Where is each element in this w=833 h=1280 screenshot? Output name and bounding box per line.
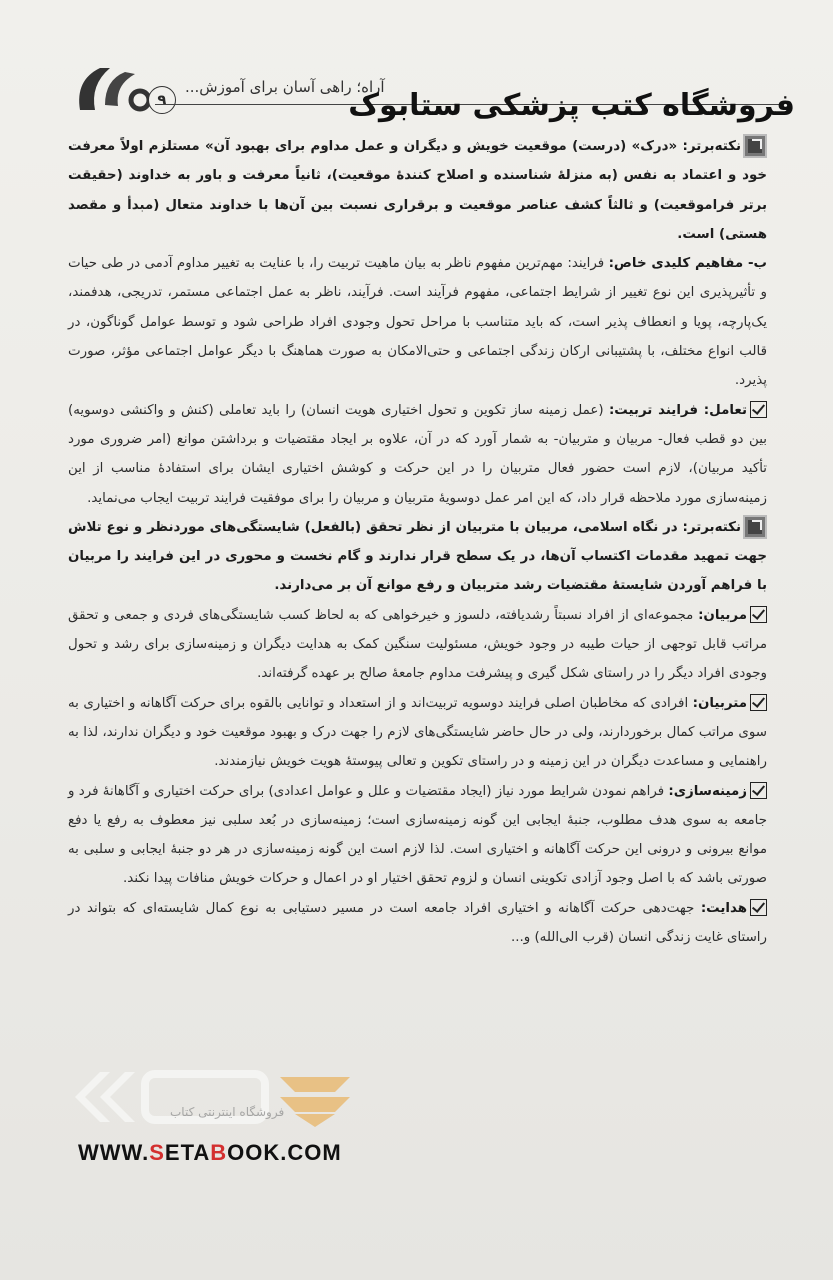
paragraph-keyword: مربیان:	[698, 607, 747, 623]
check-paragraph	[68, 396, 767, 513]
tip-paragraph	[68, 132, 767, 249]
body-text	[68, 132, 767, 952]
check-paragraph	[68, 689, 767, 777]
watermark-subtitle: فروشگاه اینترنتی کتاب	[170, 1105, 285, 1119]
paragraph-text: فرایند: مهم‌ترین مفهوم ناظر به بیان ماهیت تربیت را، با عنایت به تغییر مداوم آدمی در طی حیات و تأثیرپذیری این نوع تغییر از شرایط اجتماعی، مفهوم فرآیند است. فرآیند، ناظر به عمل اجتماعی مستمر، تدریجی، هدفمند، یک‌پارچه، پویا و انعطاف پذیر است، که باید متناسب با مراحل تحول وجودی افراد طراحی شود و توسط عوامل گوناگون، در قالب انواع مختلف، با پشتیبانی ارکان زندگی اجتماعی و حتی‌الامکان به صورت هماهنگ با دیگر عوامل اجتماعی مؤثر، صورت پذیرد.	[68, 256, 767, 389]
paragraph-keyword: هدایت:	[700, 900, 747, 916]
paragraph-text: جهت‌دهی حرکت آگاهانه و اختیاری افراد جامعه است در مسیر دستیابی به نوع کمال شایسته‌ای که بتواند در راستای غایت زندگی انسان (قرب الی‌الله) و...	[68, 900, 767, 946]
url-segment: ETA	[164, 1140, 211, 1165]
check-paragraph	[68, 601, 767, 689]
checkbox-icon	[750, 694, 767, 711]
paragraph-text: افرادی که مخاطبان اصلی فرایند دوسویه تربیت‌اند و از استعداد و توانایی بالقوه برای حرکت آگاهانه و اختیاری به سوی مراتب کمال برخوردارند، ولی در حال حاضر شایستگی‌های لازم را جهت درک و بهبود موقعیت خود و دیگران ندارند، لذا به راهنمایی و مساعدت دیگران در این زمینه و در راستای تکوین و تعالی پیوستهٔ هویت خویش نیازمندند.	[68, 695, 767, 770]
watermark-url	[78, 1140, 342, 1166]
paragraph-keyword: نکته‌برتر:	[682, 139, 741, 154]
running-title: آراه؛ راهی آسان برای آموزش...	[185, 78, 385, 96]
page-header	[20, 60, 813, 130]
paragraph-text: (عمل زمینه ساز تکوین و تحول اختیاری هویت انسان) را باید تعاملی (کنش و واکنشی دوسویه) بین دو قطب فعال- مربیان و متربیان- به شمار آورد که در آن، علاوه بر ایجاد مقتضیات و برداشتن موانع (امر ضروری مورد تأکید مربیان)، لازم است حضور فعال متربیان را در این حرکت و کوشش اختیاری ایشان برای استفادهٔ مناسب از این زمینه‌سازی مورد ملاحظه قرار داد، که این امر عمل دوسویهٔ متربیان و مربیان را برای موفقیت فرایند تربیت ایجاب می‌نماید.	[68, 402, 767, 506]
url-suffix: OOK.COM	[227, 1140, 342, 1165]
paragraph-keyword: زمینه‌سازی:	[668, 783, 747, 799]
url-letter-b: B	[210, 1140, 228, 1165]
paragraph-text: فراهم نمودن شرایط مورد نیاز (ایجاد مقتضیات و علل و عوامل اعدادی) برای حرکت اختیاری و آگاهانهٔ فرد و جامعه به سوی هدف مطلوب، جنبهٔ ایجابی این گونه زمینه‌سازی است؛ زمینه‌سازی در بُعد سلبی نیز معطوف به رفع یا دفع موانع بیرونی و درونی این حرکت آگاهانه و اختیاری است. لذا لازم است این گونه زمینه‌سازی در هر دو جنبهٔ ایجابی و سلبی به صورتی باشد که با اصل وجود آزادی تکوینی انسان و لزوم تحقق اختیار او در اعمال و حرکات خویش منافات پیدا نکند.	[68, 783, 767, 887]
check-paragraph	[68, 894, 767, 953]
paragraph-keyword: نکته‌برتر:	[682, 519, 741, 535]
checkbox-icon	[750, 782, 767, 799]
store-banner: فروشگاه کتب پزشکی ستابوک	[348, 88, 795, 123]
checkbox-icon	[750, 401, 767, 418]
setabook-logo-icon	[65, 1062, 355, 1132]
publisher-logo-icon	[70, 60, 160, 120]
section-paragraph	[68, 249, 767, 395]
tip-paragraph	[68, 513, 767, 601]
tip-icon	[743, 515, 767, 539]
paragraph-keyword: ب- مفاهیم کلیدی خاص:	[608, 256, 767, 272]
paragraph-text: «درک» (درست) موقعیت خویش و دیگران و عمل مداوم برای بهبود آن» مستلزم اولاً معرفت خود و اعتماد به نفس (به منزلهٔ شناسنده و اصلاح کنندهٔ موقعیت)، ثانیاً معرفت و باور به خداوند (حقیقت برتر فراموقعیت) و ثالثاً کشف عناصر موقعیت و برقراری نسبت بین آن‌ها با خداوند متعال (مبدأ و مقصد هستی) است.	[68, 139, 767, 242]
page-number: ۹	[148, 86, 176, 114]
tip-icon	[743, 134, 767, 158]
paragraph-text: در نگاه اسلامی، مربیان با متربیان از نظر تحقق (بالفعل) شایستگی‌های موردنظر و نوع تلاش جهت تمهید مقدمات اکتساب آن‌ها، در یک سطح قرار ندارند و گام نخست و محوری در این فرایند را مربیان با فراهم آوردن شایستهٔ مقتضیات رشد متربیان و رفع موانع آن بر می‌دارند.	[68, 519, 767, 594]
paragraph-text: مجموعه‌ای از افراد نسبتاً رشدیافته، دلسوز و خیرخواهی که به لحاظ کسب شایستگی‌های فردی و جمعی و تحقق مراتب قابل توجهی از حیات طیبه در وجود خویش، مسئولیت سنگین کمک به هدایت دیگران و زمینه‌سازی برای رشد و تحول وجودی افراد دیگر را در راستای شکل گیری و پیشرفت مداوم جامعهٔ صالح بر عهده گرفته‌اند.	[68, 607, 767, 682]
checkbox-icon	[750, 606, 767, 623]
url-prefix: WWW.	[78, 1140, 150, 1165]
checkbox-icon	[750, 899, 767, 916]
url-letter-s: S	[149, 1140, 165, 1165]
check-paragraph	[68, 777, 767, 894]
paragraph-keyword: تعامل: فرایند تربیت:	[608, 402, 747, 418]
paragraph-keyword: متربیان:	[692, 695, 747, 711]
